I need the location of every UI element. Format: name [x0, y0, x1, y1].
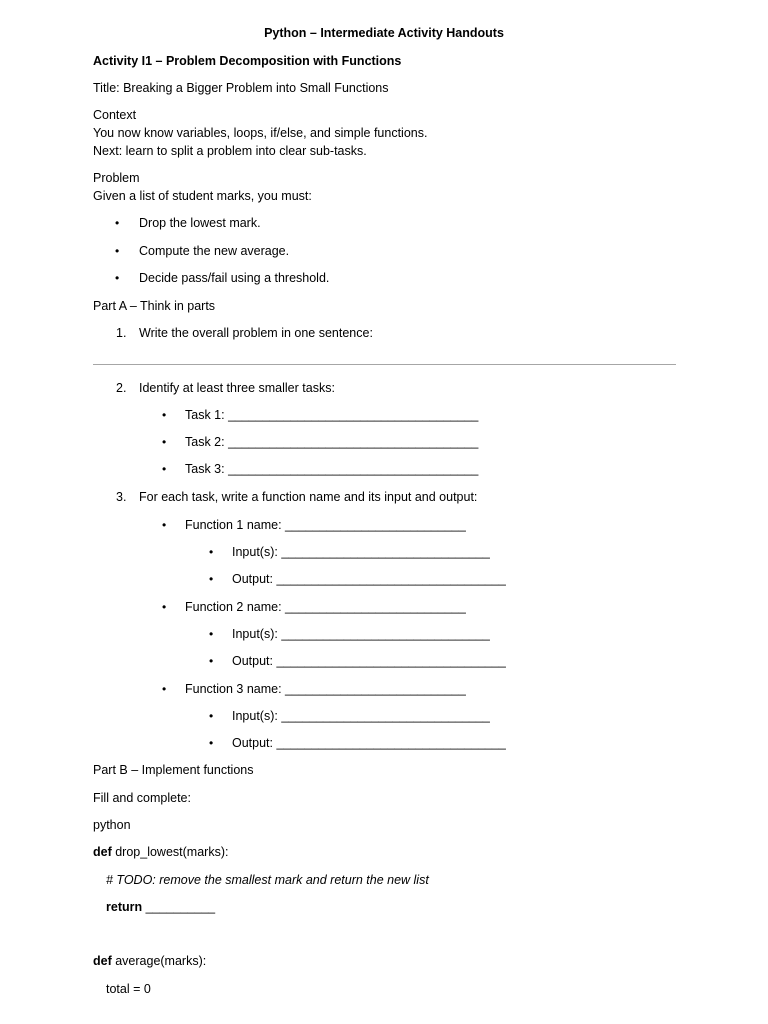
- code-comment-todo: # TODO: remove the smallest mark and return the new list: [106, 873, 429, 887]
- bullet-icon: •: [209, 627, 214, 641]
- function-3-inputs-blank[interactable]: Input(s): ______________________________: [232, 709, 490, 723]
- code-language-label: python: [93, 818, 131, 832]
- code-line-def-average: [93, 953, 206, 969]
- def-keyword: def: [93, 845, 112, 859]
- bullet-icon: •: [115, 216, 120, 230]
- function-2-output-blank[interactable]: Output: _________________________________: [232, 654, 506, 668]
- problem-bullet-1: Drop the lowest mark.: [139, 216, 261, 230]
- context-label: Context: [93, 108, 137, 122]
- q3-text: For each task, write a function name and its input and output:: [139, 490, 478, 504]
- function-signature: average(marks):: [111, 954, 207, 968]
- bullet-icon: •: [162, 682, 167, 696]
- bullet-icon: •: [115, 244, 120, 258]
- bullet-icon: •: [115, 271, 120, 285]
- q1-text: Write the overall problem in one sentence:: [139, 326, 373, 340]
- part-b-heading: Part B – Implement functions: [93, 763, 254, 777]
- return-blank[interactable]: __________: [142, 900, 216, 914]
- context-line-2: Next: learn to split a problem into clear sub-tasks.: [93, 144, 367, 158]
- function-2-inputs-blank[interactable]: Input(s): ______________________________: [232, 627, 490, 641]
- part-b-instruction: Fill and complete:: [93, 791, 191, 805]
- function-1-output-blank[interactable]: Output: _________________________________: [232, 572, 506, 586]
- bullet-icon: •: [209, 545, 214, 559]
- problem-intro: Given a list of student marks, you must:: [93, 189, 312, 203]
- bullet-icon: •: [209, 736, 214, 750]
- q1-number: 1.: [116, 326, 127, 340]
- code-line-def-drop-lowest: [93, 844, 228, 860]
- bullet-icon: •: [209, 709, 214, 723]
- code-line-return: [106, 899, 215, 915]
- part-a-heading: Part A – Think in parts: [93, 299, 216, 313]
- function-1-inputs-blank[interactable]: Input(s): ______________________________: [232, 545, 490, 559]
- function-1-name-blank[interactable]: Function 1 name: __________________________: [185, 518, 466, 532]
- context-line-1: You now know variables, loops, if/else, and simple functions.: [93, 126, 428, 140]
- bullet-icon: •: [162, 435, 167, 449]
- bullet-icon: •: [209, 654, 214, 668]
- activity-heading: Activity I1 – Problem Decomposition with Functions: [93, 54, 402, 68]
- q2-number: 2.: [116, 381, 127, 395]
- answer-line[interactable]: [93, 364, 676, 365]
- bullet-icon: •: [209, 572, 214, 586]
- problem-bullet-2: Compute the new average.: [139, 244, 290, 258]
- q3-number: 3.: [116, 490, 127, 504]
- bullet-icon: •: [162, 408, 167, 422]
- bullet-icon: •: [162, 518, 167, 532]
- task-3-blank[interactable]: Task 3: ____________________________________: [185, 462, 479, 476]
- function-3-output-blank[interactable]: Output: _________________________________: [232, 736, 506, 750]
- return-keyword: return: [106, 900, 143, 914]
- def-keyword: def: [93, 954, 112, 968]
- function-2-name-blank[interactable]: Function 2 name: __________________________: [185, 600, 466, 614]
- code-line-total: total = 0: [106, 982, 151, 996]
- page-title: Python – Intermediate Activity Handouts: [264, 26, 504, 40]
- activity-subtitle: Title: Breaking a Bigger Problem into Small Functions: [93, 81, 389, 95]
- task-2-blank[interactable]: Task 2: ____________________________________: [185, 435, 479, 449]
- function-signature: drop_lowest(marks):: [111, 845, 229, 859]
- bullet-icon: •: [162, 600, 167, 614]
- task-1-blank[interactable]: Task 1: ____________________________________: [185, 408, 479, 422]
- problem-label: Problem: [93, 171, 140, 185]
- q2-text: Identify at least three smaller tasks:: [139, 381, 335, 395]
- problem-bullet-3: Decide pass/fail using a threshold.: [139, 271, 330, 285]
- function-3-name-blank[interactable]: Function 3 name: __________________________: [185, 682, 466, 696]
- bullet-icon: •: [162, 462, 167, 476]
